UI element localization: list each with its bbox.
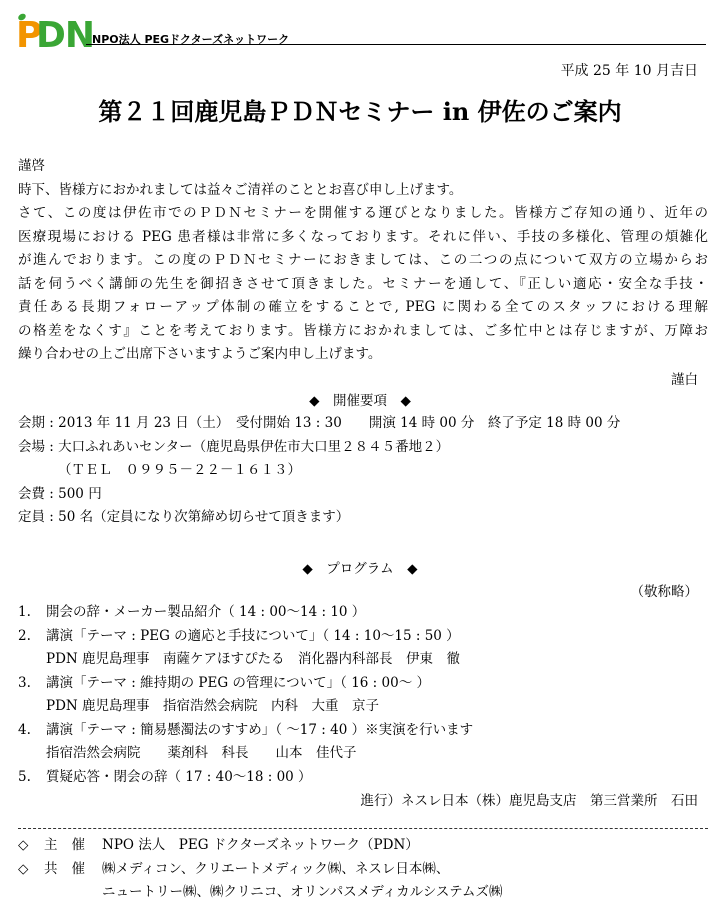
letter-line: さて、この度は伊佐市でのＰＤＮセミナーを開催する運びとなりました。皆様方ご存知の通り、近年の xyxy=(18,205,708,221)
program-item-text: 講演「テーマ : PEG の適応と手技について」（ 14 : 10～15 : 50 ） xyxy=(46,627,460,644)
cohost-row xyxy=(18,858,502,882)
program-item-speaker: PDN 鹿児島理事 指宿浩然会病院 内科 大重 京子 xyxy=(46,698,380,714)
program-item xyxy=(18,601,473,625)
program-heading: ◆ プログラム ◆ xyxy=(302,561,418,577)
program-item xyxy=(18,672,473,696)
program-list xyxy=(18,601,473,789)
program-item-number: 3. xyxy=(18,674,31,691)
letter-line: が進んでおります。この度のＰＤＮセミナーにおきましては、この二つの点について双方の立場からお xyxy=(18,252,708,268)
cohost-label: 共催 xyxy=(44,860,99,877)
cohost-value: ㈱メディコン、クリエートメディック㈱、ネスレ日本㈱、 xyxy=(102,860,450,877)
cohost-value: ニュートリー㈱、㈱クリニコ、オリンパスメディカルシステムズ㈱ xyxy=(102,884,503,900)
letter-line: 医療現場における PEG 患者様は非常に多くなっております。それに伴い、手技の多様化、管理の煩雑化 xyxy=(18,228,708,245)
header-divider xyxy=(86,44,706,45)
event-venue-line: 会場 : 大口ふれあいセンター（鹿児島県伊佐市大口里２８４５番地２） xyxy=(18,438,450,455)
program-facilitator: 進行）ネスレ日本（株）鹿児島支店 第三営業所 石田 xyxy=(360,793,698,809)
host-row xyxy=(18,834,502,858)
letter-line: の格差をなくす』ことを考えております。皆様方におかれましては、ご多忙中とは存じますが、万障お xyxy=(18,322,708,339)
program-item-speaker: 指宿浩然会病院 薬剤科 科長 山本 佳代子 xyxy=(46,745,357,761)
program-item xyxy=(18,766,473,790)
letter-opening: 謹啓 xyxy=(18,158,45,174)
logo-org-name: NPO法人 PEGドクターズネットワーク xyxy=(92,33,290,46)
program-item-speaker: PDN 鹿児島理事 南薩ケアほすぴたる 消化器内科部長 伊東 徹 xyxy=(46,651,461,667)
diamond-icon: ◇ xyxy=(18,837,29,853)
event-outline xyxy=(18,412,620,530)
letter-line: 時下、皆様方におかれましては益々ご清祥のこととお喜び申し上げます。 xyxy=(18,181,463,198)
event-date-line: 会期 : 2013 年 11 月 23 日（土） 受付開始 13 : 30 開演 14 時 00 分 終了予定 18 時 00 分 xyxy=(18,415,621,431)
host-value: NPO 法人 PEG ドクターズネットワーク（PDN） xyxy=(102,837,419,853)
program-item-number: 2. xyxy=(18,627,31,644)
cohost-row-continued xyxy=(18,881,502,905)
program-item-text: 開会の辞・メーカー製品紹介（ 14 : 00～14 : 10 ） xyxy=(46,604,366,620)
program-item-text: 講演「テーマ : 簡易懸濁法のすすめ」（ ～17 : 40 ）※実演を行います xyxy=(46,721,474,738)
logo-letter-p: P xyxy=(16,15,43,56)
sponsors xyxy=(18,834,502,905)
footer-divider xyxy=(18,828,708,829)
program-item-number: 1. xyxy=(18,604,31,620)
event-fee-line: 会費 : 500 円 xyxy=(18,485,102,502)
program-item-text: 質疑応答・閉会の辞（ 17 : 40～18 : 00 ） xyxy=(46,768,312,785)
program-item xyxy=(18,625,473,649)
program-item xyxy=(18,719,473,743)
letter-closing: 謹白 xyxy=(671,372,698,388)
letter-line: 繰り合わせの上ご出席下さいますようご案内申し上げます。 xyxy=(18,346,382,362)
logo xyxy=(14,10,289,60)
program-item-text: 講演「テーマ : 維持期の PEG の管理について」（ 16 : 00～ ） xyxy=(46,674,430,691)
event-capacity-line: 定員 : 50 名（定員になり次第締め切らせて頂きます） xyxy=(18,509,350,525)
logo-letters-dn: DN xyxy=(36,15,95,56)
program-item-number: 4. xyxy=(18,721,31,738)
page-title: 第２１回鹿児島ＰＤＮセミナー in 伊佐のご案内 xyxy=(98,97,622,126)
letter-line: 話を伺うべく講師の先生を御招きさせて頂きました。セミナーを通して、『正しい適応・安全な手技・ xyxy=(18,275,708,292)
event-tel-line: （ＴＥＬ ０９９５－２２－１６１３） xyxy=(58,462,301,478)
pdn-logo-mark xyxy=(14,12,95,58)
honorific-note: （敬称略） xyxy=(630,584,698,600)
program-item-number: 5. xyxy=(18,768,31,785)
document-date: 平成 25 年 10 月吉日 xyxy=(560,63,698,79)
letter-line: 責任ある長期フォローアップ体制の確立をすることで, PEG に関わる全てのスタッフにおける理解 xyxy=(18,299,708,315)
letter-body xyxy=(18,155,708,367)
diamond-icon: ◇ xyxy=(18,860,29,877)
host-label: 主催 xyxy=(44,837,99,853)
outline-heading: ◆ 開催要項 ◆ xyxy=(309,393,411,409)
